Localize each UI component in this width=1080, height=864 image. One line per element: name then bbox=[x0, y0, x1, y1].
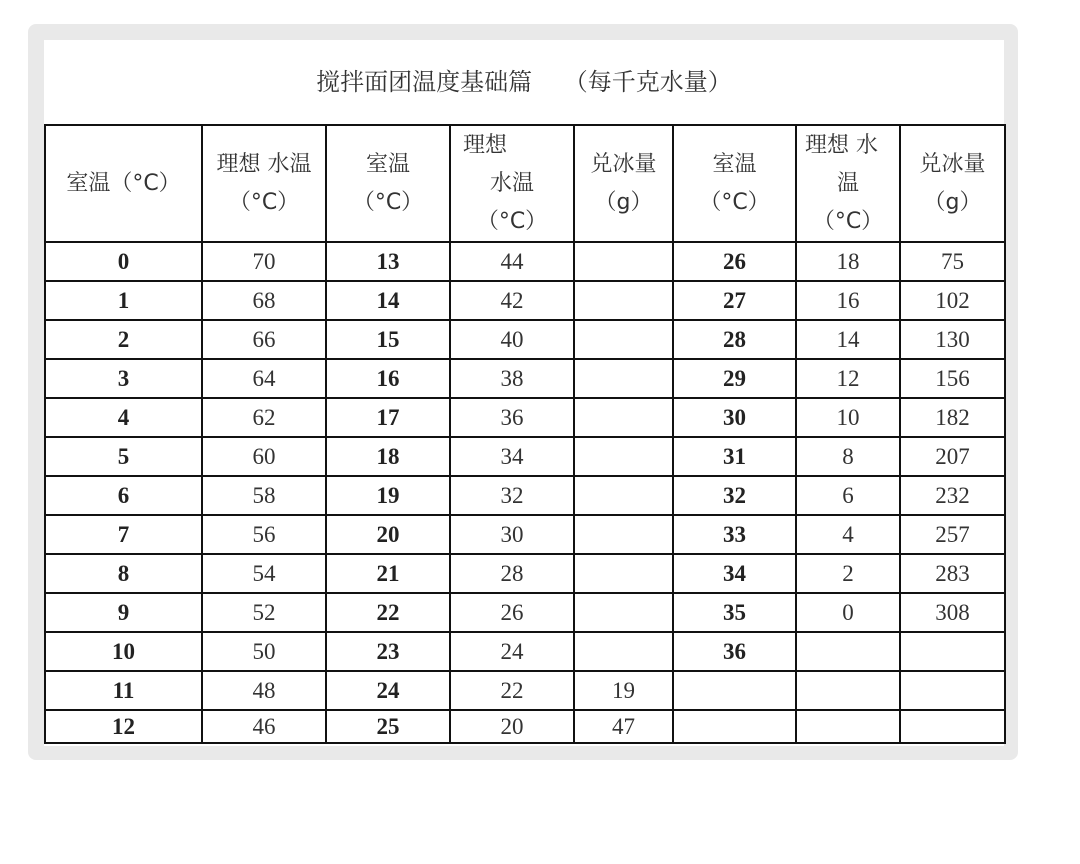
dough-temperature-table bbox=[44, 124, 1006, 744]
column-header-line: （g） bbox=[594, 189, 653, 215]
table-cell: 18 bbox=[326, 437, 450, 476]
table-cell: 6 bbox=[45, 476, 202, 515]
table-cell bbox=[574, 515, 673, 554]
table-cell: 19 bbox=[326, 476, 450, 515]
table-row bbox=[45, 671, 1005, 710]
column-header-line: 理想 bbox=[463, 132, 508, 158]
table-row bbox=[45, 515, 1005, 554]
table-row bbox=[45, 359, 1005, 398]
table-cell: 182 bbox=[900, 398, 1005, 437]
table-row bbox=[45, 437, 1005, 476]
table-cell bbox=[574, 242, 673, 281]
table-cell: 2 bbox=[796, 554, 900, 593]
table-row bbox=[45, 476, 1005, 515]
column-header bbox=[574, 125, 673, 242]
table-cell: 6 bbox=[796, 476, 900, 515]
table-row bbox=[45, 281, 1005, 320]
column-header bbox=[202, 125, 326, 242]
column-header-line: 兑冰量 bbox=[919, 151, 986, 177]
table-cell: 18 bbox=[796, 242, 900, 281]
table-cell: 22 bbox=[326, 593, 450, 632]
table-cell: 8 bbox=[796, 437, 900, 476]
table-cell: 58 bbox=[202, 476, 326, 515]
column-header-line: （°C） bbox=[352, 189, 424, 215]
table-cell: 32 bbox=[450, 476, 574, 515]
column-header-line: （°C） bbox=[476, 208, 548, 234]
table-cell: 5 bbox=[45, 437, 202, 476]
table-cell: 36 bbox=[673, 632, 796, 671]
table-cell: 35 bbox=[673, 593, 796, 632]
table-cell bbox=[796, 632, 900, 671]
table-cell: 15 bbox=[326, 320, 450, 359]
table-row bbox=[45, 710, 1005, 743]
table-cell bbox=[900, 671, 1005, 710]
column-header bbox=[450, 125, 574, 242]
table-cell: 12 bbox=[45, 710, 202, 743]
column-header-line: 室温 bbox=[712, 151, 757, 177]
table-cell: 0 bbox=[45, 242, 202, 281]
table-cell: 17 bbox=[326, 398, 450, 437]
table-cell: 60 bbox=[202, 437, 326, 476]
table-cell: 9 bbox=[45, 593, 202, 632]
table-cell bbox=[796, 671, 900, 710]
table-cell: 38 bbox=[450, 359, 574, 398]
table-cell: 52 bbox=[202, 593, 326, 632]
table-cell: 33 bbox=[673, 515, 796, 554]
table-cell: 8 bbox=[45, 554, 202, 593]
table-cell: 19 bbox=[574, 671, 673, 710]
column-header-line: （°C） bbox=[812, 208, 884, 234]
table-row bbox=[45, 398, 1005, 437]
table-cell: 16 bbox=[796, 281, 900, 320]
table-cell: 102 bbox=[900, 281, 1005, 320]
table-cell: 4 bbox=[796, 515, 900, 554]
column-header-line: （°C） bbox=[699, 189, 770, 215]
table-cell: 16 bbox=[326, 359, 450, 398]
table-cell: 11 bbox=[45, 671, 202, 710]
table-cell: 14 bbox=[326, 281, 450, 320]
table-cell: 4 bbox=[45, 398, 202, 437]
table-cell: 21 bbox=[326, 554, 450, 593]
table-cell: 68 bbox=[202, 281, 326, 320]
table-cell: 34 bbox=[673, 554, 796, 593]
table-cell: 29 bbox=[673, 359, 796, 398]
table-cell: 156 bbox=[900, 359, 1005, 398]
table-cell bbox=[574, 437, 673, 476]
column-header bbox=[900, 125, 1005, 242]
table-row bbox=[45, 632, 1005, 671]
column-header-line: 理想 水 bbox=[805, 132, 878, 158]
table-cell: 14 bbox=[796, 320, 900, 359]
table-cell: 283 bbox=[900, 554, 1005, 593]
table-cell: 26 bbox=[673, 242, 796, 281]
table-cell: 48 bbox=[202, 671, 326, 710]
table-cell: 10 bbox=[45, 632, 202, 671]
table-cell bbox=[574, 398, 673, 437]
table-cell bbox=[574, 593, 673, 632]
column-header bbox=[45, 125, 202, 242]
table-cell bbox=[796, 710, 900, 743]
table-cell: 1 bbox=[45, 281, 202, 320]
table-cell bbox=[574, 359, 673, 398]
table-row bbox=[45, 554, 1005, 593]
table-cell: 42 bbox=[450, 281, 574, 320]
table-cell bbox=[673, 710, 796, 743]
table-cell: 32 bbox=[673, 476, 796, 515]
table-cell bbox=[574, 320, 673, 359]
table-cell bbox=[574, 476, 673, 515]
table-cell: 36 bbox=[450, 398, 574, 437]
column-header-line: 室温 bbox=[365, 151, 410, 177]
table-cell: 0 bbox=[796, 593, 900, 632]
table-cell: 50 bbox=[202, 632, 326, 671]
table-cell: 56 bbox=[202, 515, 326, 554]
table-cell: 66 bbox=[202, 320, 326, 359]
table-cell: 7 bbox=[45, 515, 202, 554]
column-header bbox=[673, 125, 796, 242]
table-cell: 22 bbox=[450, 671, 574, 710]
column-header-line: 理想 水温 bbox=[216, 151, 312, 177]
table-cell bbox=[673, 671, 796, 710]
table-cell: 64 bbox=[202, 359, 326, 398]
table-row bbox=[45, 593, 1005, 632]
table-cell: 40 bbox=[450, 320, 574, 359]
table-cell: 62 bbox=[202, 398, 326, 437]
table-cell: 308 bbox=[900, 593, 1005, 632]
table-title: 搅拌面团温度基础篇 （每千克水量） bbox=[316, 68, 732, 96]
table-cell: 20 bbox=[450, 710, 574, 743]
column-header-line: 室温（°C） bbox=[66, 170, 181, 196]
table-cell bbox=[574, 632, 673, 671]
table-cell bbox=[900, 632, 1005, 671]
table-cell: 31 bbox=[673, 437, 796, 476]
table-cell: 207 bbox=[900, 437, 1005, 476]
table-cell: 54 bbox=[202, 554, 326, 593]
table-cell: 46 bbox=[202, 710, 326, 743]
column-header bbox=[796, 125, 900, 242]
table-cell: 30 bbox=[673, 398, 796, 437]
table-cell: 12 bbox=[796, 359, 900, 398]
table-cell: 70 bbox=[202, 242, 326, 281]
table-cell: 24 bbox=[450, 632, 574, 671]
table-cell: 75 bbox=[900, 242, 1005, 281]
table-cell: 3 bbox=[45, 359, 202, 398]
table-cell: 28 bbox=[450, 554, 574, 593]
table-row bbox=[45, 242, 1005, 281]
table-cell: 10 bbox=[796, 398, 900, 437]
table-cell bbox=[574, 281, 673, 320]
table-cell: 34 bbox=[450, 437, 574, 476]
column-header-line: 水温 bbox=[489, 170, 534, 196]
table-cell bbox=[900, 710, 1005, 743]
table-cell: 257 bbox=[900, 515, 1005, 554]
table-row bbox=[45, 320, 1005, 359]
table-cell: 44 bbox=[450, 242, 574, 281]
table-cell: 23 bbox=[326, 632, 450, 671]
table-cell: 30 bbox=[450, 515, 574, 554]
table-cell: 27 bbox=[673, 281, 796, 320]
table-cell: 47 bbox=[574, 710, 673, 743]
column-header-line: （°C） bbox=[228, 189, 300, 215]
column-header-line: （g） bbox=[923, 189, 982, 215]
table-cell: 130 bbox=[900, 320, 1005, 359]
table-cell: 20 bbox=[326, 515, 450, 554]
table-cell: 25 bbox=[326, 710, 450, 743]
header-row bbox=[45, 125, 1005, 242]
column-header-line: 兑冰量 bbox=[590, 151, 657, 177]
table-cell: 26 bbox=[450, 593, 574, 632]
table-cell bbox=[574, 554, 673, 593]
table-cell: 13 bbox=[326, 242, 450, 281]
table-cell: 28 bbox=[673, 320, 796, 359]
column-header-line: 温 bbox=[836, 170, 859, 196]
table-cell: 232 bbox=[900, 476, 1005, 515]
column-header bbox=[326, 125, 450, 242]
table-cell: 2 bbox=[45, 320, 202, 359]
table-cell: 24 bbox=[326, 671, 450, 710]
